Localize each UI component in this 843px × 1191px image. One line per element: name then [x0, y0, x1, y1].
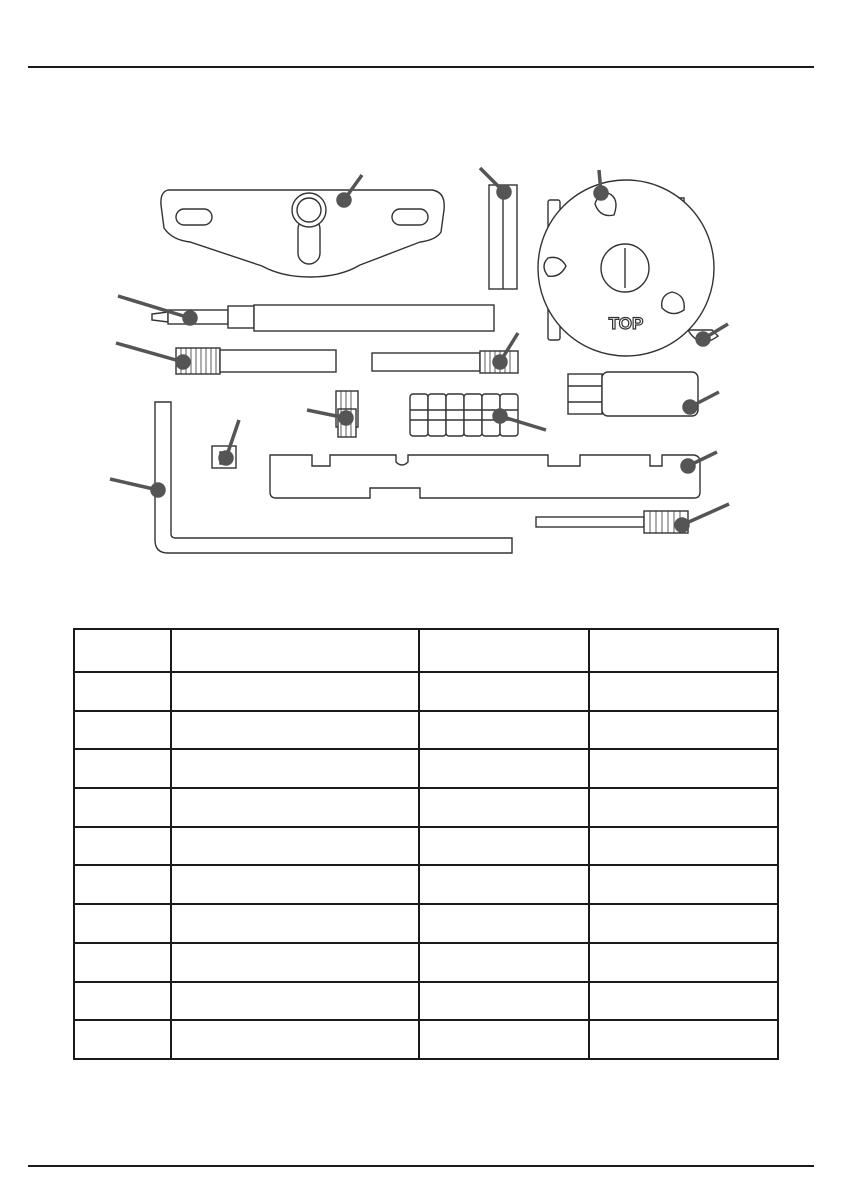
table-cell [419, 711, 589, 750]
header-cell [74, 629, 171, 672]
alignment-bar [489, 185, 517, 289]
table-cell [589, 788, 778, 827]
table-row [74, 1020, 778, 1059]
table-cell [419, 904, 589, 943]
table-cell [171, 943, 419, 982]
table-cell [171, 672, 419, 711]
table-cell [74, 749, 171, 788]
table-cell [589, 865, 778, 904]
flywheel-locking-bar [270, 455, 700, 498]
table-cell [589, 943, 778, 982]
table-cell [171, 749, 419, 788]
table-cell [171, 904, 419, 943]
table-cell [589, 1020, 778, 1059]
header-cell [419, 629, 589, 672]
table-cell [74, 943, 171, 982]
table-row [74, 711, 778, 750]
table-row [74, 904, 778, 943]
table-row [74, 943, 778, 982]
table-cell [171, 788, 419, 827]
knurled-pin-left [176, 348, 336, 374]
table-cell [589, 982, 778, 1021]
table-cell [74, 1020, 171, 1059]
table-row [74, 672, 778, 711]
table-cell [74, 788, 171, 827]
table-cell [419, 943, 589, 982]
hex-adaptor [568, 372, 698, 416]
table-row [74, 865, 778, 904]
table-cell [171, 1020, 419, 1059]
table-cell [74, 827, 171, 866]
table-header-row [74, 629, 778, 672]
thin-knurled-pin [536, 511, 688, 533]
table-row [74, 788, 778, 827]
table-cell [74, 672, 171, 711]
camshaft-setting-disc [538, 180, 718, 356]
table-cell [419, 1020, 589, 1059]
table-cell [74, 711, 171, 750]
long-pin [152, 305, 494, 331]
table-cell [589, 711, 778, 750]
table-cell [589, 904, 778, 943]
table-cell [74, 904, 171, 943]
header-cell [589, 629, 778, 672]
table-cell [419, 788, 589, 827]
table-cell [589, 749, 778, 788]
footer-rule [28, 1165, 814, 1167]
locking-plate [161, 190, 444, 277]
table-cell [171, 711, 419, 750]
table-cell [74, 982, 171, 1021]
table-row [74, 827, 778, 866]
header-rule [28, 66, 814, 68]
table-cell [171, 865, 419, 904]
table-row [74, 749, 778, 788]
table-cell [419, 827, 589, 866]
tool-kit-illustration [0, 150, 843, 570]
table-cell [419, 982, 589, 1021]
table-cell [419, 672, 589, 711]
table-cell [74, 865, 171, 904]
table-cell [419, 749, 589, 788]
table-cell [171, 827, 419, 866]
table-row [74, 982, 778, 1021]
table-cell [589, 827, 778, 866]
table-cell [589, 672, 778, 711]
table-cell [171, 982, 419, 1021]
header-cell [171, 629, 419, 672]
top-marking: TOP [608, 314, 644, 333]
parts-table [73, 628, 779, 1060]
table-cell [419, 865, 589, 904]
